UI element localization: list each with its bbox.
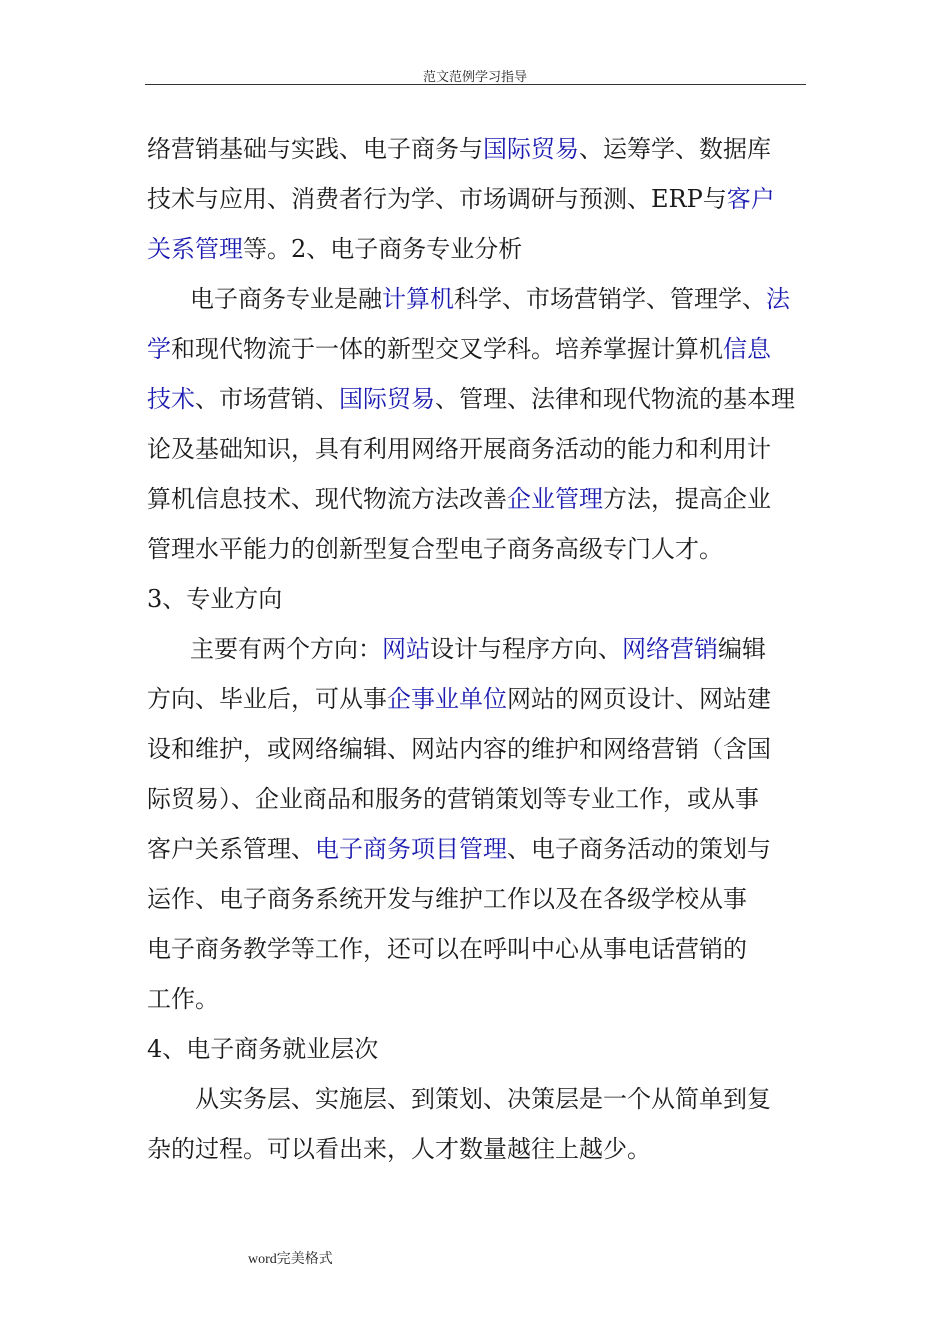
text-segment: 、运筹学、数据库 — [579, 135, 771, 163]
text-line — [147, 274, 807, 324]
text-line — [147, 224, 807, 274]
text-segment: 运作、电子商务系统开发与维护工作以及在各级学校从事 — [147, 885, 747, 913]
document-body — [147, 124, 807, 1174]
text-segment: 和现代物流于一体的新型交叉学科。培养掌握计算机 — [171, 335, 723, 363]
page-header-title: 范文范例学习指导 — [422, 69, 527, 84]
text-line — [147, 774, 807, 824]
text-segment: 方向、毕业后，可从事 — [147, 685, 387, 713]
text-segment: 等。2、电子商务专业分析 — [243, 235, 523, 263]
hyperlink[interactable]: 国际贸易 — [483, 135, 579, 163]
text-segment: 设和维护，或网络编辑、网站内容的维护和网络营销（含国 — [147, 735, 771, 763]
text-segment: 方法，提高企业 — [603, 485, 771, 513]
hyperlink[interactable]: 网络营销 — [622, 635, 718, 663]
text-segment: 、市场营销、 — [195, 385, 339, 413]
hyperlink[interactable]: 技术 — [147, 385, 195, 413]
text-segment: 主要有两个方向： — [190, 635, 382, 663]
header-rule — [145, 84, 806, 85]
text-line — [147, 424, 807, 474]
hyperlink[interactable]: 企业管理 — [507, 485, 603, 513]
text-segment: 编辑 — [718, 635, 766, 663]
hyperlink[interactable]: 学 — [147, 335, 171, 363]
text-segment: 电子商务教学等工作，还可以在呼叫中心从事电话营销的 — [147, 935, 747, 963]
hyperlink[interactable]: 企事业单位 — [387, 685, 507, 713]
text-segment: 网站的网页设计、网站建 — [507, 685, 771, 713]
hyperlink[interactable]: 客户 — [726, 185, 775, 213]
text-line — [147, 624, 807, 674]
text-line — [147, 374, 807, 424]
text-segment: 从实务层、实施层、到策划、决策层是一个从简单到复 — [195, 1085, 771, 1113]
hyperlink[interactable]: 关系管理 — [147, 235, 243, 263]
hyperlink[interactable]: 信息 — [723, 335, 771, 363]
text-line — [147, 474, 807, 524]
text-line — [147, 724, 807, 774]
text-line — [147, 1074, 807, 1124]
text-segment: 4、电子商务就业层次 — [147, 1035, 379, 1063]
text-segment: 、电子商务活动的策划与 — [507, 835, 771, 863]
text-segment: 技术与应用、消费者行为学、市场调研与预测、ERP与 — [147, 185, 727, 213]
text-line — [147, 924, 807, 974]
text-line — [147, 874, 807, 924]
text-segment: 设计与程序方向、 — [430, 635, 622, 663]
text-segment: 电子商务专业是融 — [190, 285, 382, 313]
text-segment: 管理水平能力的创新型复合型电子商务高级专门人才。 — [147, 535, 723, 563]
hyperlink[interactable]: 国际贸易 — [339, 385, 435, 413]
text-line — [147, 174, 807, 224]
text-segment: 杂的过程。可以看出来，人才数量越往上越少。 — [147, 1135, 651, 1163]
text-line — [147, 1024, 807, 1074]
hyperlink[interactable]: 计算机 — [382, 285, 454, 313]
text-segment: 络营销基础与实践、电子商务与 — [147, 135, 483, 163]
text-line — [147, 124, 807, 174]
text-segment: 科学、市场营销学、管理学、 — [454, 285, 766, 313]
text-segment: 际贸易）、企业商品和服务的营销策划等专业工作，或从事 — [147, 785, 759, 813]
text-line — [147, 824, 807, 874]
text-line — [147, 1124, 807, 1174]
text-segment: 客户关系管理、 — [147, 835, 315, 863]
text-line — [147, 974, 807, 1024]
page-footer-label: word完美格式 — [248, 1252, 333, 1267]
hyperlink[interactable]: 电子商务项目管理 — [315, 835, 507, 863]
hyperlink[interactable]: 网站 — [382, 635, 430, 663]
text-segment: 算机信息技术、现代物流方法改善 — [147, 485, 507, 513]
text-line — [147, 324, 807, 374]
text-line — [147, 574, 807, 624]
text-line — [147, 674, 807, 724]
text-segment: 工作。 — [147, 985, 219, 1013]
hyperlink[interactable]: 法 — [766, 285, 790, 313]
text-segment: 论及基础知识，具有利用网络开展商务活动的能力和利用计 — [147, 435, 771, 463]
text-segment: 、管理、法律和现代物流的基本理 — [435, 385, 795, 413]
text-line — [147, 524, 807, 574]
text-segment: 3、专业方向 — [147, 585, 283, 613]
